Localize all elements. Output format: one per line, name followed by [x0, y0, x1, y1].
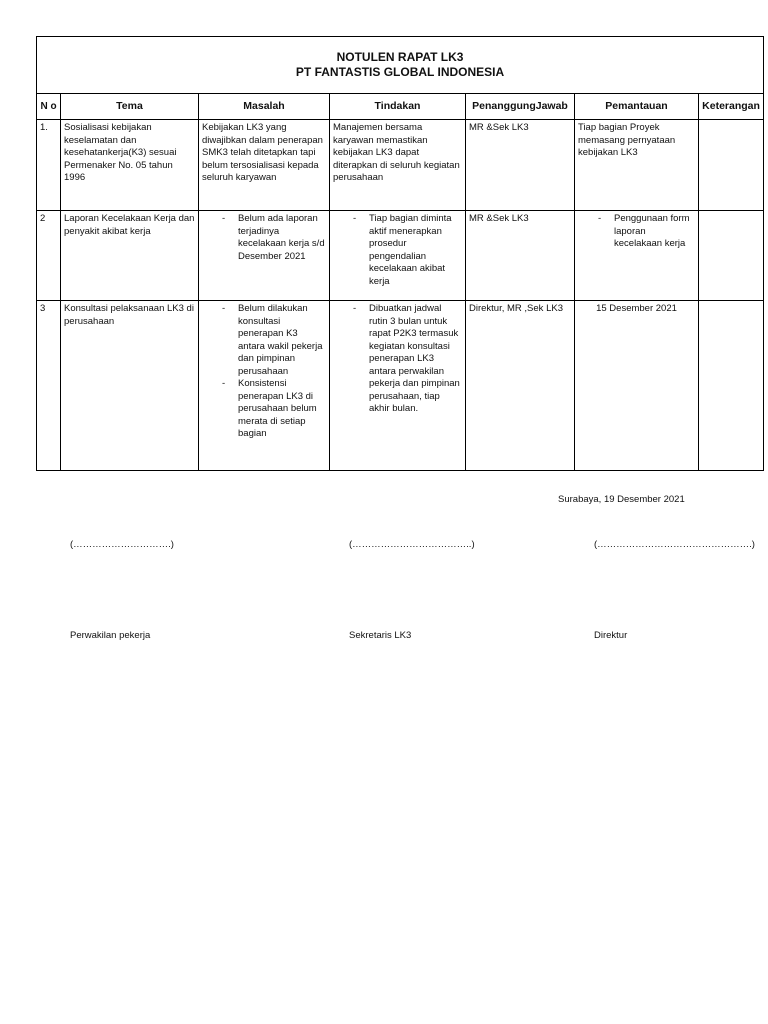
minutes-table	[36, 36, 764, 471]
cell-penanggung-jawab: MR &Sek LK3	[466, 211, 575, 301]
cell-no: 1.	[37, 120, 61, 211]
list-item: - Belum dilakukan konsultasi penerapan K3 antara wakil pekerja dan pimpinan perusahaan	[238, 303, 326, 378]
place-date: Surabaya, 19 Desember 2021	[558, 494, 685, 505]
document-title: NOTULEN RAPAT LK3	[336, 50, 464, 64]
cell-tema: Laporan Kecelakaan Kerja dan penyakit akibat kerja	[61, 211, 199, 301]
cell-tema: Sosialisasi kebijakan keselamatan dan kesehatankerja(K3) sesuai Permenaker No. 05 tahun 1996	[61, 120, 199, 211]
masalah-list	[202, 303, 326, 441]
cell-penanggung-jawab: Direktur, MR ,Sek LK3	[466, 301, 575, 471]
signature-blank-secretary: (………………………………..)	[349, 539, 475, 550]
header-keterangan: Keterangan	[699, 94, 764, 120]
cell-keterangan	[699, 211, 764, 301]
cell-tindakan: Manajemen bersama karyawan memastikan kebijakan LK3 dapat diterapkan di seluruh kegiatan perusahaan	[330, 120, 466, 211]
list-item: - Dibuatkan jadwal rutin 3 bulan untuk rapat P2K3 termasuk kegiatan konsultasi penerapan LK3 antara perwakilan pekerja dan pimpinan perusahaan, tiap akhir bulan.	[369, 303, 462, 416]
pemantauan-list	[578, 213, 695, 251]
list-item: - Penggunaan form laporan kecelakaan kerja	[614, 213, 695, 251]
signature-blank-worker-rep: (………………………….)	[70, 539, 174, 550]
cell-masalah	[199, 211, 330, 301]
company-name: PT FANTASTIS GLOBAL INDONESIA	[295, 65, 505, 79]
signature-blank-director: (………………………………………….)	[594, 539, 755, 550]
signature-role-secretary: Sekretaris LK3	[349, 630, 412, 641]
cell-pemantauan: 15 Desember 2021	[575, 301, 699, 471]
list-item: - Belum ada laporan terjadinya kecelakaan kerja s/d Desember 2021	[238, 213, 326, 263]
cell-penanggung-jawab: MR &Sek LK3	[466, 120, 575, 211]
list-item: - Tiap bagian diminta aktif menerapkan prosedur pengendalian kecelakaan akibat kerja	[369, 213, 462, 288]
cell-masalah: Kebijakan LK3 yang diwajibkan dalam penerapan SMK3 telah ditetapkan tapi belum tersosialisasi kepada seluruh karyawan	[199, 120, 330, 211]
table-row	[37, 120, 764, 211]
cell-no: 2	[37, 211, 61, 301]
cell-pemantauan	[575, 211, 699, 301]
header-no: N o	[37, 94, 61, 120]
signature-role-director: Direktur	[594, 630, 628, 641]
header-masalah: Masalah	[199, 94, 330, 120]
header-tema: Tema	[61, 94, 199, 120]
cell-tindakan	[330, 301, 466, 471]
cell-no: 3	[37, 301, 61, 471]
cell-keterangan	[699, 120, 764, 211]
tindakan-list	[333, 303, 462, 416]
header-penanggung-jawab: PenanggungJawab	[466, 94, 575, 120]
table-row	[37, 211, 764, 301]
header-tindakan: Tindakan	[330, 94, 466, 120]
title-block	[37, 37, 764, 94]
cell-tema: Konsultasi pelaksanaan LK3 di perusahaan	[61, 301, 199, 471]
list-item: - Konsistensi penerapan LK3 di perusahaan belum merata di setiap bagian	[238, 378, 326, 441]
cell-keterangan	[699, 301, 764, 471]
table-header-row	[37, 94, 764, 120]
table-row	[37, 301, 764, 471]
cell-tindakan	[330, 211, 466, 301]
signature-role-worker-rep: Perwakilan pekerja	[70, 630, 151, 641]
masalah-list	[202, 213, 326, 263]
header-pemantauan: Pemantauan	[575, 94, 699, 120]
cell-masalah	[199, 301, 330, 471]
tindakan-list	[333, 213, 462, 288]
cell-pemantauan: Tiap bagian Proyek memasang pernyataan kebijakan LK3	[575, 120, 699, 211]
